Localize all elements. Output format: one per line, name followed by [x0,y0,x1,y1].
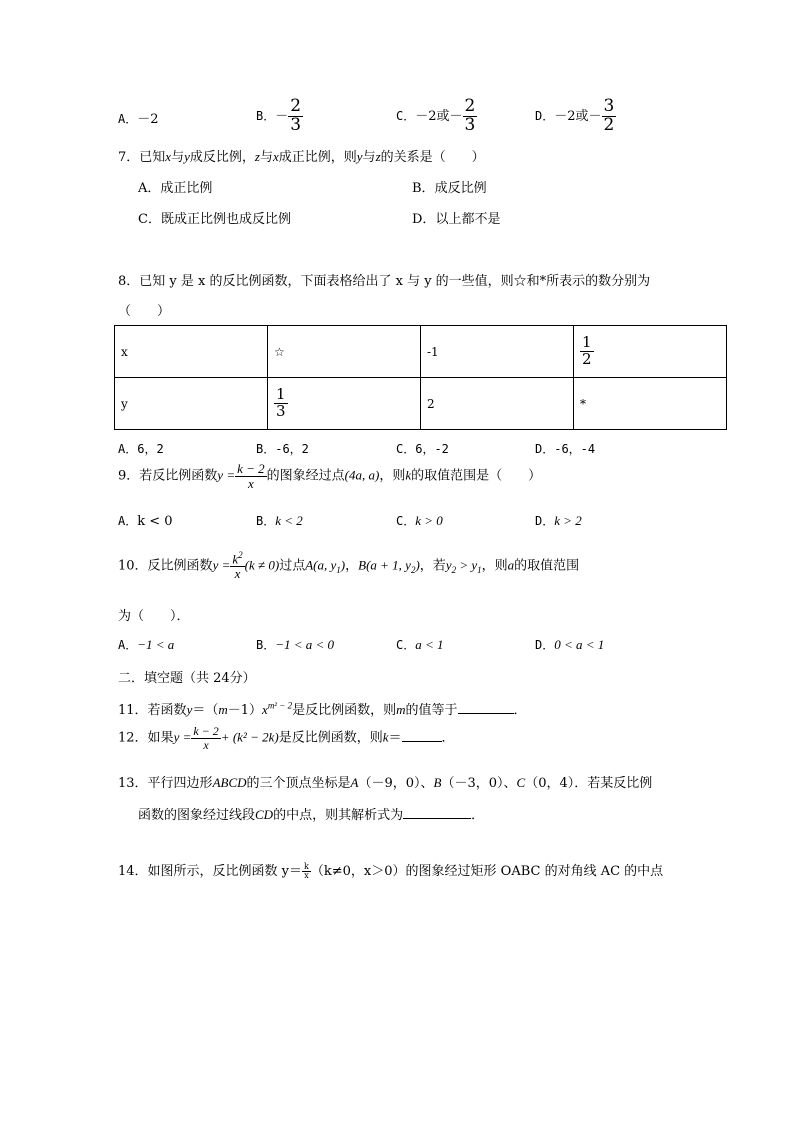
q10-option-c: C．a < 1 [396,637,444,652]
q8-option-b: B．-6，2 [256,442,309,456]
table-cell: 2 [421,378,574,430]
q10-stem-line2: 为（ ）． [118,609,190,624]
q6-option-c: C．－2或－ $\frac{2}{3}$ [396,96,476,135]
q6-option-b: B．－ $\frac{2}{3}$ [256,96,302,135]
q7-option-d: D．以上都不是 [412,212,501,227]
q7-stem: 7．已知x与y成反比例，z与x成正比例，则y与z的关系是（ ） [118,149,485,165]
table-cell: $\frac{1}{2}$ [574,326,727,378]
q13-stem: 13．平行四边形ABCD的三个顶点坐标是A（－9，0）、B（－3，0）、C（0，4）．若某反比例 [118,775,653,791]
q11-stem: 11．若函数$y=(m-1)x^{m^2 - 2}$是反比例函数，则m的值等于 ． [118,700,527,718]
q9-option-b: B．k < 2 [256,513,303,528]
q12-stem: 12．如果y = $\frac{k - 2}{x}$ + (k² − 2k)是反比例函数，则k＝ ． [118,724,455,752]
q6-option-a: A．－2 [118,112,159,127]
q10-option-a: A．−1 < a [118,637,175,652]
q8-stem-paren: （ ） [118,304,171,319]
q10-stem: 10．反比例函数y = $\frac{k^2}{x}$ (k ≠ 0)过点A(a, $y_1$)，B(a + 1, $y_2$)，若$y_2 > y_1$，则a的取值范围 [118,550,580,581]
q10-option-b: B．−1 < a < 0 [256,637,335,652]
q9-option-d: D．k > 2 [535,513,582,528]
q8-option-a: A．6，2 [118,442,164,456]
q9-stem: 9．若反比例函数y = $\frac{k - 2}{x}$ 的图象经过点(4a, a)，则k的取值范围是（ ） [118,461,542,491]
q6-option-d: D．－2或－ $\frac{3}{2}$ [535,96,615,135]
section-title-fill-in: 二．填空题（共 24分） [118,671,256,686]
q9-option-c: C．k > 0 [396,513,443,528]
q14-stem: 14．如图所示，反比例函数 y＝ $\frac{k}{x}$ （k≠0，x＞0）的图象经过矩形 OABC 的对角线 AC 的中点 [118,861,664,880]
q8-option-c: C．6，-2 [396,442,449,456]
table-row [115,326,727,378]
table-row [115,378,727,430]
table-cell: -1 [421,326,574,378]
table-cell: x [115,326,268,378]
table-cell: y [115,378,268,430]
q7-option-a: A．成正比例 [138,181,213,196]
q10-option-d: D．0 < a < 1 [535,637,605,652]
q8-stem: 8．已知 y 是 x 的反比例函数，下面表格给出了 x 与 y 的一些值，则☆和*所表示的数分别为 [118,274,651,289]
q12-answer-blank[interactable] [402,728,442,742]
q13-answer-blank[interactable] [403,805,471,819]
q7-option-c: C．既成正比例也成反比例 [138,212,291,227]
table-cell: $\frac{1}{3}$ [268,378,421,430]
q11-answer-blank[interactable] [458,700,514,714]
q8-option-d: D．-6，-4 [535,442,596,456]
q8-table [114,325,727,430]
q9-option-a: A．k < 0 [118,514,173,529]
q7-option-b: B．成反比例 [412,181,487,196]
q13-stem-line2: 函数的图象经过线段CD的中点，则其解析式为 ． [138,807,485,823]
table-cell: ☆ [268,326,421,378]
table-cell: * [574,378,727,430]
